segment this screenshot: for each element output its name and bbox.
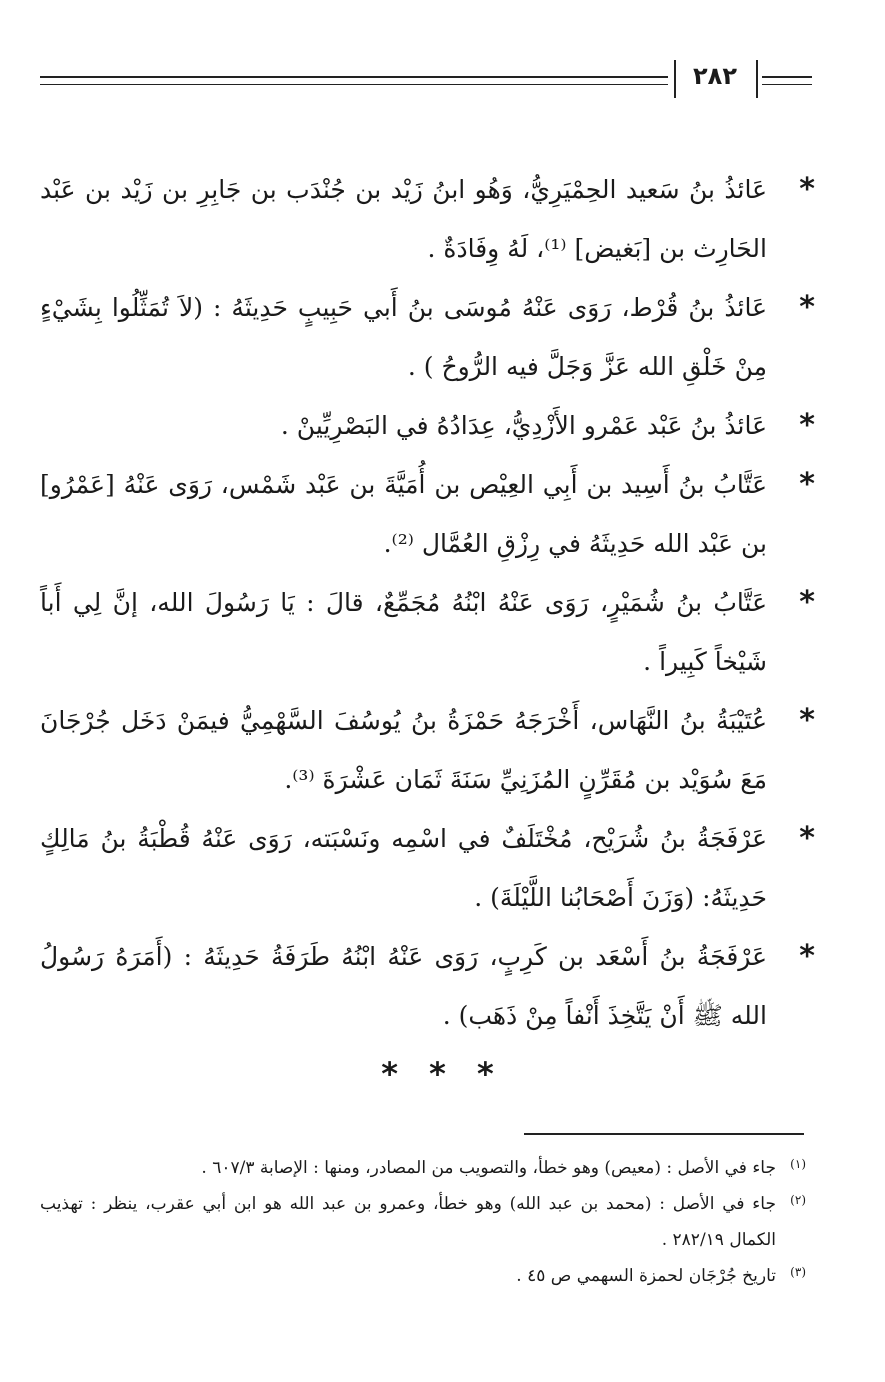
entry-text: عَائذُ بنُ عَبْد عَمْرو الأَزْدِيُّ، عِدَادُهُ في البَصْرِيِّينْ .: [280, 411, 767, 440]
asterisk-icon: *: [799, 467, 815, 502]
entry-text: عَرْفَجَةُ بنُ شُرَيْح، مُخْتَلَفٌ في اسْمِه ونَسْبَته، رَوَى عَنْهُ قُطْبَةُ بنُ مَالِكٍ حَدِيثَهُ: (وَزَنَ أَصْحَابُنا اللَّيْلَةَ) .: [40, 824, 767, 912]
entry: [40, 278, 815, 396]
header-rule-right: [762, 76, 812, 85]
footnote: [40, 1258, 806, 1294]
footnote-mark: (٣): [790, 1265, 806, 1279]
asterisk-icon: *: [799, 172, 815, 207]
biography-entries: [40, 160, 815, 1045]
footnote: [40, 1186, 806, 1258]
footnote-text: تاريخ جُرْجَان لحمزة السهمي ص ٤٥ .: [516, 1266, 776, 1286]
entry-text: عَرْفَجَةُ بنُ أَسْعَد بن كَرِبٍ، رَوَى عَنْهُ ابْنُهُ طَرَفَةُ حَدِيثَهُ : (أَمَرَهُ رَسُولُ الله ﷺ أَنْ يَتَّخِذَ أَنْفاً مِنْ ذَهَب) .: [40, 942, 767, 1030]
asterisk-icon: *: [799, 703, 815, 738]
asterisk-icon: *: [799, 939, 815, 974]
entry: [40, 160, 815, 278]
footnote-rule: [524, 1133, 804, 1135]
entry: [40, 927, 815, 1045]
page-header: [40, 58, 812, 102]
section-separator: * * *: [381, 1055, 504, 1093]
entry: [40, 809, 815, 927]
entry-text: عَتَّابُ بنُ شُمَيْرٍ، رَوَى عَنْهُ ابْنُهُ مُجَمِّعٌ، قالَ : يَا رَسُولَ الله، إنَّ لِي أَباً شَيْخاً كَبِيراً .: [40, 588, 767, 676]
header-divider-right: [756, 60, 758, 98]
entry: [40, 691, 815, 809]
entry-text: عَائذُ بنُ سَعيد الحِمْيَرِيُّ، وَهُو ابنُ زَيْد بن جُنْدَب بن جَابِرِ بن زَيْد بن عَبْد الحَارِث بن [بَغيض] ⁽¹⁾، لَهُ وِفَادَةٌ .: [40, 175, 767, 263]
entry: [40, 396, 815, 455]
footnote-text: جاء في الأصل : (معيص) وهو خطأ، والتصويب من المصادر، ومنها : الإصابة ٦٠٧/٣ .: [201, 1158, 776, 1178]
footnote-text: جاء في الأصل : (محمد بن عبد الله) وهو خطأ، وعمرو بن عبد الله هو ابن أبي عقرب، ينظر : تهذيب الكمال ٢٨٢/١٩ .: [40, 1194, 776, 1250]
header-rule-left: [40, 76, 668, 85]
entry-text: عَائذُ بنُ قُرْط، رَوَى عَنْهُ مُوسَى بنُ أَبي حَبِيبٍ حَدِيثَهُ : (لاَ تُمَثِّلُوا بِشَيْءٍ مِنْ خَلْقِ الله عَزَّ وَجَلَّ فيه الرُّوحُ ) .: [40, 293, 767, 381]
page-number: ٢٨٢: [693, 62, 737, 90]
asterisk-icon: *: [799, 585, 815, 620]
asterisk-icon: *: [799, 821, 815, 856]
asterisk-icon: *: [799, 290, 815, 325]
footnote-mark: (١): [790, 1157, 806, 1171]
entry: [40, 455, 815, 573]
entry: [40, 573, 815, 691]
entry-text: عُتَيْبَةُ بنُ النَّهَاس، أَخْرَجَهُ حَمْزَةُ بنُ يُوسُفَ السَّهْمِيُّ فيمَنْ دَخَل جُرْجَانَ مَعَ سُوَيْد بن مُقَرِّنٍ المُزَنِيِّ سَنَةَ ثَمَان عَشْرَةَ ⁽³⁾.: [40, 706, 767, 794]
footnotes: [40, 1150, 806, 1294]
header-divider-left: [674, 60, 676, 98]
footnote-mark: (٢): [790, 1193, 806, 1207]
asterisk-icon: *: [799, 408, 815, 443]
footnote: [40, 1150, 806, 1186]
entry-text: عَتَّابُ بنُ أَسِيد بن أَبِي العِيْص بن أُمَيَّةَ بن عَبْد شَمْس، رَوَى عَنْهُ [عَمْرُو] بن عَبْد الله حَدِيثَهُ في رِزْقِ العُمَّال ⁽²⁾.: [40, 470, 767, 558]
